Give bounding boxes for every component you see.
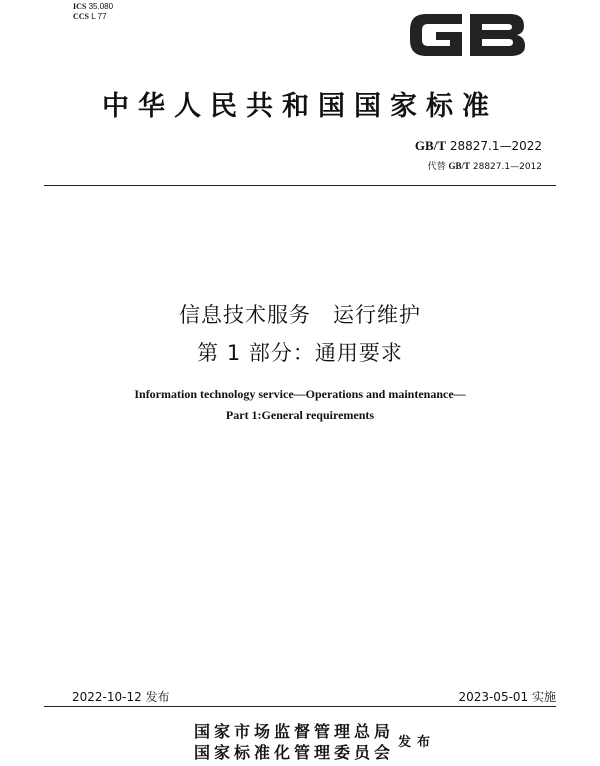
implementation-date: 2023-05-01 实施 xyxy=(458,690,556,704)
gb-logo xyxy=(404,6,530,64)
replaces-line xyxy=(428,159,542,172)
replaces-number: 28827.1—2012 xyxy=(472,162,542,172)
ics-code: ICS 35.080 xyxy=(73,2,114,11)
publish-label: 发布 xyxy=(398,735,437,750)
footer-divider xyxy=(44,706,556,707)
issuing-authorities xyxy=(194,721,394,763)
issuer-line-1: 国家市场监督管理总局 xyxy=(194,722,395,741)
english-title-line-2: Part 1:General requirements xyxy=(225,408,375,422)
standard-prefix: GB/T xyxy=(414,138,446,153)
country-standard-title: 中华人民共和国国家标准 xyxy=(102,91,498,122)
release-date: 2022-10-12 发布 xyxy=(72,690,170,704)
header-divider xyxy=(44,185,556,186)
replaces-prefix: GB/T xyxy=(448,161,470,171)
standard-number xyxy=(415,138,542,154)
english-title-line-1: Information technology service—Operations and maintenance— xyxy=(134,387,466,401)
classification-codes xyxy=(73,2,113,22)
chinese-title-line-1: 信息技术服务 运行维护 xyxy=(179,303,421,327)
issuer-line-2: 国家标准化管理委员会 xyxy=(194,743,395,762)
chinese-title-line-2: 第 1 部分：通用要求 xyxy=(197,341,403,365)
ccs-code: CCS L 77 xyxy=(73,12,107,21)
replaces-label: 代替 xyxy=(427,162,446,172)
gb-logo-text: GB xyxy=(404,6,406,7)
standard-id: 28827.1—2022 xyxy=(449,139,542,153)
